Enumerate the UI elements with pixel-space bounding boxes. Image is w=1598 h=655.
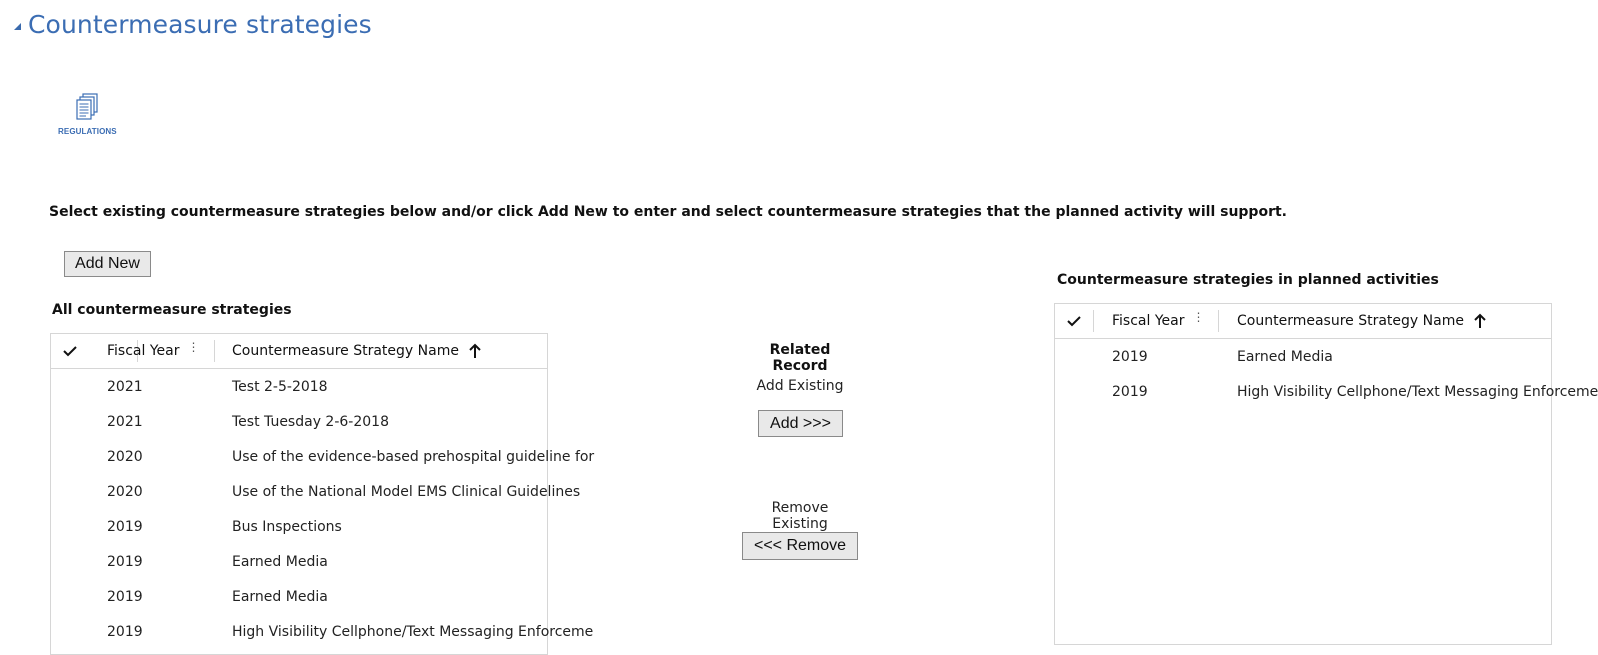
planned-activities-grid	[1054, 303, 1598, 645]
table-row[interactable]	[51, 509, 547, 544]
table-row[interactable]	[1055, 339, 1551, 374]
add-button[interactable]: Add >>>	[758, 410, 843, 437]
fiscal-year-header[interactable]	[107, 334, 198, 368]
table-row[interactable]	[51, 544, 547, 579]
all-strategies-grid	[50, 333, 595, 655]
fiscal-year-cell: 2019	[1112, 383, 1148, 400]
documents-icon	[72, 92, 102, 122]
fiscal-year-cell: 2020	[107, 448, 143, 465]
add-existing-label: Add Existing	[756, 378, 844, 394]
remove-existing-label: Remove Existing	[771, 500, 829, 532]
fiscal-year-header[interactable]	[1112, 304, 1203, 338]
fiscal-year-cell: 2019	[107, 518, 143, 535]
remove-button[interactable]: <<< Remove	[742, 532, 858, 560]
select-all-checkbox[interactable]	[51, 334, 89, 368]
related-record-panel	[742, 342, 858, 374]
planned-activities-rows	[1055, 339, 1598, 409]
strategy-name-cell: High Visibility Cellphone/Text Messaging Enforceme	[1237, 383, 1598, 400]
table-row[interactable]	[1055, 374, 1598, 409]
column-menu-icon[interactable]: ⋮	[1192, 310, 1204, 324]
fiscal-year-header-label: Fiscal Year	[107, 343, 180, 359]
grid-header	[1055, 304, 1551, 339]
fiscal-year-cell: 2019	[1112, 348, 1148, 365]
all-strategies-rows	[51, 369, 595, 649]
fiscal-year-cell: 2021	[107, 378, 143, 395]
sort-ascending-icon[interactable]	[1474, 313, 1486, 329]
strategy-name-header-label: Countermeasure Strategy Name	[1237, 313, 1464, 329]
all-strategies-title: All countermeasure strategies	[52, 302, 292, 318]
table-row[interactable]	[51, 439, 595, 474]
fiscal-year-header-label: Fiscal Year	[1112, 313, 1185, 329]
instruction-text: Select existing countermeasure strategies below and/or click Add New to enter and select countermeasure strategies that the planned activity will support.	[49, 204, 1287, 220]
regulations-label[interactable]: REGULATIONS	[58, 127, 117, 136]
strategy-name-cell: High Visibility Cellphone/Text Messaging Enforceme	[232, 623, 594, 640]
strategy-name-cell: Use of the National Model EMS Clinical Guidelines	[232, 483, 581, 500]
checkmark-icon	[1067, 315, 1081, 327]
table-row[interactable]	[51, 614, 594, 649]
fiscal-year-cell: 2019	[107, 623, 143, 640]
strategy-name-cell: Use of the evidence-based prehospital guideline for	[232, 448, 595, 465]
table-row[interactable]	[51, 369, 547, 404]
table-row[interactable]	[51, 579, 547, 614]
strategy-name-header[interactable]	[232, 334, 481, 368]
strategy-name-cell: Earned Media	[232, 553, 328, 570]
fiscal-year-cell: 2019	[107, 588, 143, 605]
checkmark-icon	[63, 345, 77, 357]
planned-activities-title: Countermeasure strategies in planned activities	[1057, 272, 1439, 288]
strategy-name-cell: Bus Inspections	[232, 518, 342, 535]
strategy-name-cell: Test 2-5-2018	[232, 378, 328, 395]
table-row[interactable]	[51, 404, 547, 439]
section-title: Countermeasure strategies	[28, 10, 372, 39]
strategy-name-header-label: Countermeasure Strategy Name	[232, 343, 459, 359]
strategy-name-cell: Earned Media	[1237, 348, 1333, 365]
section-header[interactable]	[14, 10, 372, 39]
strategy-name-cell: Test Tuesday 2-6-2018	[232, 413, 389, 430]
strategy-name-header[interactable]	[1237, 304, 1486, 338]
grid-header	[51, 334, 547, 369]
related-record-title: Related Record	[769, 342, 831, 374]
column-menu-icon[interactable]: ⋮	[187, 340, 199, 354]
sort-ascending-icon[interactable]	[469, 343, 481, 359]
strategy-name-cell: Earned Media	[232, 588, 328, 605]
fiscal-year-cell: 2020	[107, 483, 143, 500]
fiscal-year-cell: 2019	[107, 553, 143, 570]
select-all-checkbox[interactable]	[1055, 304, 1093, 338]
regulations-link[interactable]	[58, 92, 116, 136]
add-new-button[interactable]: Add New	[64, 251, 151, 277]
collapse-triangle-icon[interactable]	[14, 23, 21, 30]
fiscal-year-cell: 2021	[107, 413, 143, 430]
table-row[interactable]	[51, 474, 581, 509]
